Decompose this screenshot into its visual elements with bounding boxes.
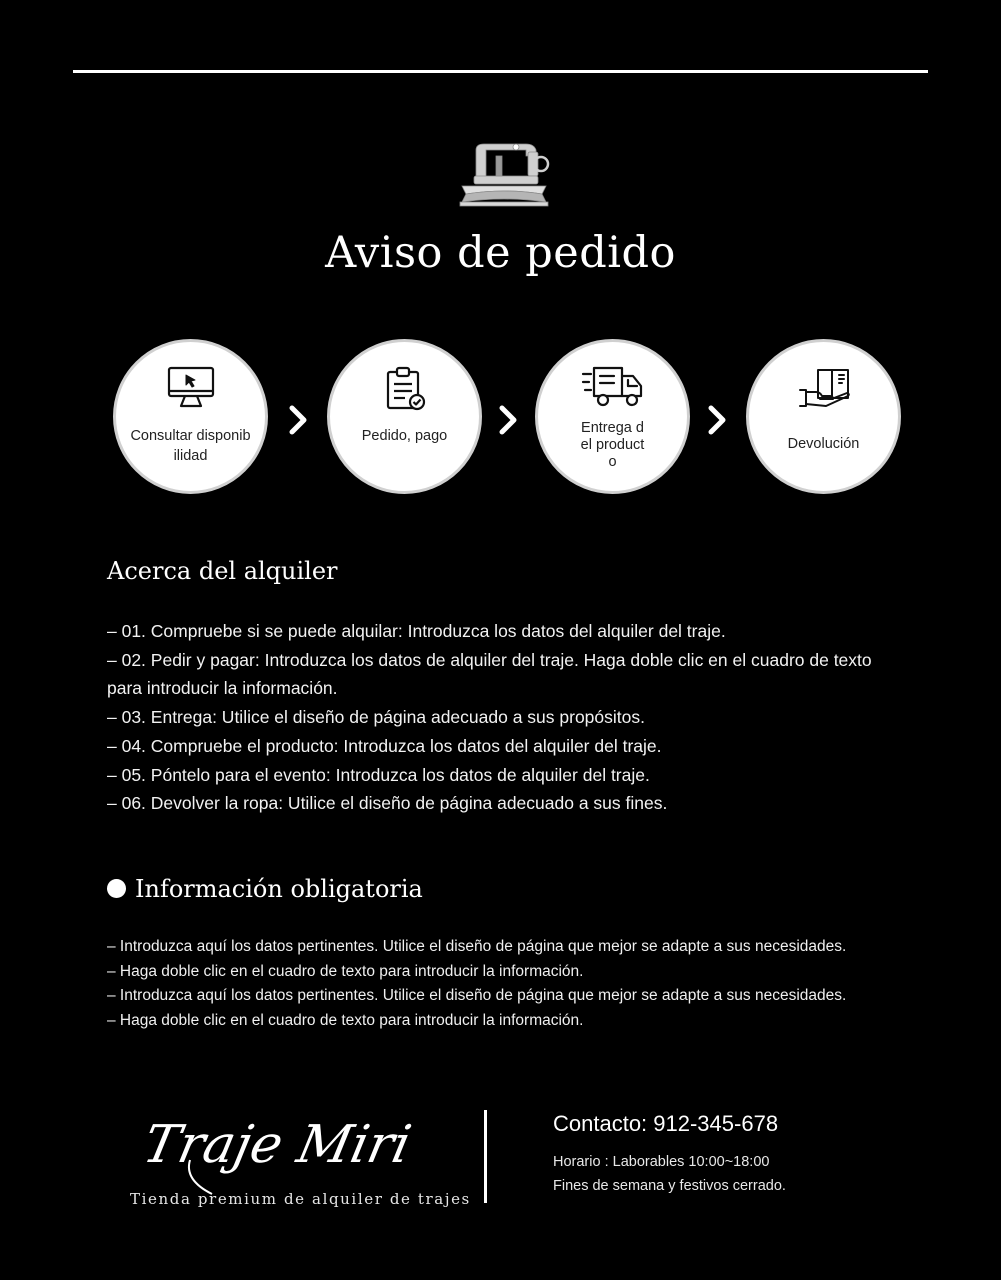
step-label: Entrega del producto (580, 420, 645, 470)
rental-steps-list (107, 617, 907, 818)
hours-closed: Fines de semana y festivos cerrado. (553, 1178, 786, 1194)
sewing-machine-icon (456, 138, 552, 208)
clipboard-check-icon (383, 364, 427, 412)
list-item: – Introduzca aquí los datos pertinentes. Utilice el diseño de página que mejor se adapte a sus necesidades. (107, 938, 847, 955)
step-label: Devolución (787, 436, 860, 452)
list-item: – 04. Compruebe el producto: Introduzca los datos del alquiler del traje. (107, 735, 662, 756)
computer-cursor-icon (166, 364, 216, 410)
list-item: – 01. Compruebe si se puede alquilar: Introduzca los datos del alquiler del traje. (107, 621, 726, 641)
bullet-icon (107, 879, 126, 898)
mandatory-title-text: Información obligatoria (135, 875, 423, 903)
business-hours (553, 1150, 786, 1198)
list-item: – Haga doble clic en el cuadro de texto para introducir la información. (107, 1012, 584, 1030)
step-return (746, 339, 901, 494)
mandatory-info-list (107, 935, 927, 1034)
rental-section-title: Acerca del alquiler (107, 557, 338, 585)
list-item: – Introduzca aquí los datos pertinentes. Utilice el diseño de página que mejor se adapte a sus necesidades. (107, 987, 847, 1005)
step-label: Consultar disponibilidad (130, 428, 251, 464)
contact-phone: Contacto: 912-345-678 (553, 1111, 779, 1136)
step-product-delivery (535, 339, 690, 494)
list-item: – 03. Entrega: Utilice el diseño de página adecuado a sus propósitos. (107, 707, 645, 728)
hand-box-icon (796, 364, 852, 410)
footer-divider (484, 1110, 487, 1203)
list-item: – Haga doble clic en el cuadro de texto para introducir la información. (107, 962, 584, 980)
page-title: Aviso de pedido (325, 228, 676, 278)
top-divider (73, 70, 928, 73)
chevron-right-icon (707, 404, 729, 436)
chevron-right-icon (288, 404, 310, 436)
hours-weekdays: Horario : Laborables 10:00~18:00 (553, 1154, 770, 1170)
brand-logo (138, 1100, 417, 1195)
mandatory-section-title (107, 875, 423, 903)
chevron-right-icon (498, 404, 520, 436)
step-order-payment (327, 339, 482, 494)
list-item: – 06. Devolver la ropa: Utilice el diseño de página adecuado a sus fines. (107, 793, 668, 814)
list-item: – 02. Pedir y pagar: Introduzca los datos de alquiler del traje. Haga doble clic en el cuadro de texto para introducir la información. (107, 649, 872, 699)
step-consult-availability (113, 339, 268, 494)
delivery-truck-icon (581, 364, 645, 410)
step-label: Pedido, pago (361, 428, 448, 444)
list-item: – 05. Póntelo para el evento: Introduzca los datos de alquiler del traje. (107, 764, 650, 785)
brand-logo-text: Traje Miri (138, 1114, 417, 1175)
brand-tagline: Tienda premium de alquiler de trajes (130, 1190, 471, 1208)
